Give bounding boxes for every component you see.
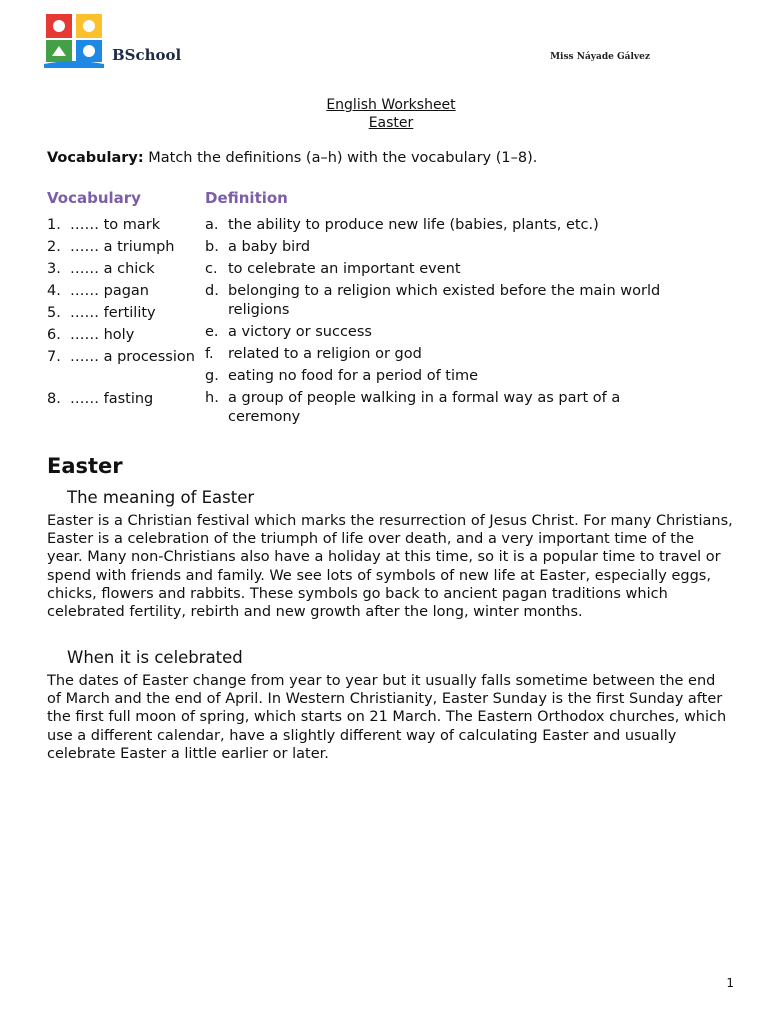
- definition-item: [205, 387, 675, 428]
- section-paragraph-meaning: Easter is a Christian festival which marks the resurrection of Jesus Christ. For many Christians, Easter is a celebration of the triumph of life over death, and a very important time of the year. Many non-Christians also have a holiday at this time, so it is a popular time to travel or spend with friends and family. We see lots of symbols of new life at Easter, especially eggs, chicks, flowers and rabbits. These symbols go back to ancient pagan traditions which celebrated fertility, rebirth and new growth after the long, winter months.: [47, 513, 733, 621]
- definition-item: [205, 365, 675, 387]
- item-letter: b.: [205, 239, 219, 255]
- item-number: 4.: [47, 283, 61, 299]
- item-number: 8.: [47, 391, 61, 407]
- author-name: Miss Náyade Gálvez: [550, 52, 650, 62]
- instruction-label: Vocabulary:: [47, 150, 144, 166]
- item-text: …… a procession: [70, 349, 195, 365]
- section-heading-meaning: The meaning of Easter: [67, 488, 255, 507]
- article-heading: Easter: [47, 454, 123, 478]
- item-text: belonging to a religion which existed before the main world religions: [228, 283, 661, 318]
- definition-item: [205, 343, 675, 365]
- page-number: 1: [726, 976, 734, 990]
- vocabulary-item: [47, 280, 197, 302]
- definition-item: [205, 258, 675, 280]
- item-text: …… fasting: [70, 391, 154, 407]
- item-text: …… a triumph: [70, 239, 175, 255]
- worksheet-subtitle: Easter: [368, 115, 414, 131]
- vocabulary-item: [47, 346, 197, 388]
- definition-item: [205, 280, 675, 321]
- item-text: to celebrate an important event: [228, 261, 461, 277]
- item-text: …… fertility: [70, 305, 156, 321]
- page-header: [44, 12, 724, 68]
- definition-item: [205, 214, 675, 236]
- item-text: …… pagan: [70, 283, 149, 299]
- vocabulary-instruction: [47, 150, 537, 166]
- item-text: …… a chick: [70, 261, 155, 277]
- item-number: 5.: [47, 305, 61, 321]
- item-text: related to a religion or god: [228, 346, 422, 362]
- vocabulary-item: [47, 388, 197, 410]
- item-text: the ability to produce new life (babies, plants, etc.): [228, 217, 599, 233]
- vocabulary-item: [47, 236, 197, 258]
- worksheet-title: English Worksheet: [326, 97, 456, 113]
- definition-column-header: Definition: [205, 189, 288, 207]
- vocabulary-item: [47, 214, 197, 236]
- definition-list: [205, 214, 675, 428]
- item-text: eating no food for a period of time: [228, 368, 479, 384]
- item-letter: f.: [205, 346, 214, 362]
- item-text: …… holy: [70, 327, 135, 343]
- section-heading-celebrated: When it is celebrated: [67, 648, 243, 667]
- item-letter: a.: [205, 217, 219, 233]
- item-text: a victory or success: [228, 324, 372, 340]
- brand-name: BSchool: [112, 46, 182, 64]
- vocabulary-item: [47, 302, 197, 324]
- item-letter: c.: [205, 261, 218, 277]
- item-letter: g.: [205, 368, 219, 384]
- item-letter: e.: [205, 324, 219, 340]
- item-number: 6.: [47, 327, 61, 343]
- item-text: a baby bird: [228, 239, 311, 255]
- item-number: 2.: [47, 239, 61, 255]
- item-number: 3.: [47, 261, 61, 277]
- vocabulary-item: [47, 324, 197, 346]
- item-letter: d.: [205, 283, 219, 299]
- vocabulary-item: [47, 258, 197, 280]
- vocabulary-list: [47, 214, 197, 410]
- definition-item: [205, 236, 675, 258]
- bschool-logo-icon: [44, 12, 104, 68]
- definition-item: [205, 321, 675, 343]
- item-number: 7.: [47, 349, 61, 365]
- item-text: …… to mark: [70, 217, 161, 233]
- item-text: a group of people walking in a formal way as part of a ceremony: [228, 390, 621, 425]
- item-letter: h.: [205, 390, 219, 406]
- instruction-text: Match the definitions (a–h) with the vocabulary (1–8).: [143, 150, 538, 166]
- item-number: 1.: [47, 217, 61, 233]
- vocabulary-column-header: Vocabulary: [47, 189, 141, 207]
- section-paragraph-celebrated: The dates of Easter change from year to year but it usually falls sometime between the end of March and the end of April. In Western Christianity, Easter Sunday is the first Sunday after the first full moon of spring, which starts on 21 March. The Eastern Orthodox churches, which use a different calendar, have a slightly different way of calculating Easter and usually celebrate Easter a little earlier or later.: [47, 673, 727, 762]
